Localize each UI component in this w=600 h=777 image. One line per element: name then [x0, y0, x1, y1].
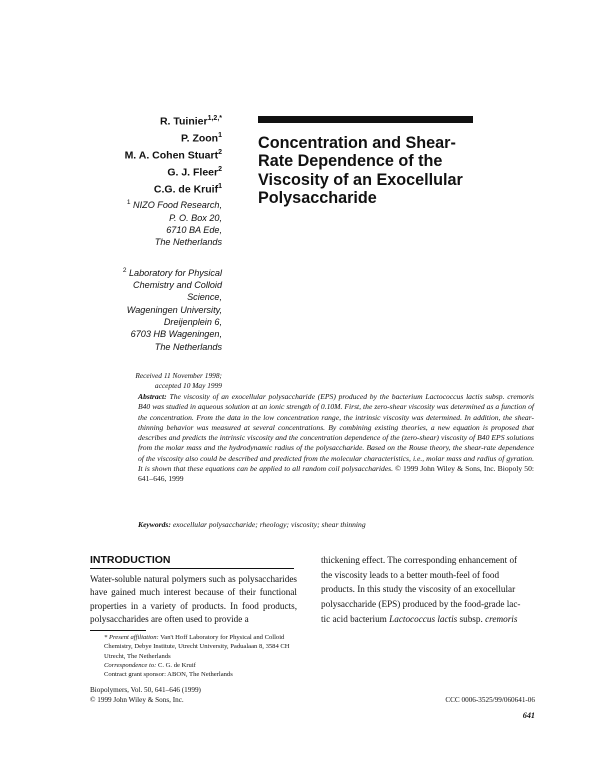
abstract [138, 392, 534, 485]
abstract-text: The viscosity of an exocellular polysaccharide (EPS) produced by the bacterium Lactococcus lactis subsp. cremoris B40 was studied in aqueous solution at an ionic strength of 0.10M. First, the zero-shear viscosity was determined as a function of the concentration. From the data in the low concentration range, the intrinsic viscosity was determined. In addition, the shear-thinning behavior was measured at several concentrations. By combining existing theories, a new equation is proposed that describes and predicts the intrinsic viscosity and the concentration dependence of the (zero-shear) viscosity of B40 EPS solutions from the molar mass and the hydrodynamic radius of the polysaccharide. Based on the Rouse theory, the shear-rate dependence of the viscosity also could be described and predicted from the molecular characteristics, i.e., molar mass and radius of gyration. It is shown that these equations can be applied to all random coil polysaccharides. [138, 392, 534, 474]
affiliation-2: $^2$ Laboratory for Physical Chemistry and Colloid Science, Wageningen University, Dreijenplein 6, 6703 HB Wageningen, The Netherlands [122, 266, 222, 352]
author-name: M. A. Cohen Stuart$^2$ [124, 149, 222, 162]
copyright: © 1999 John Wiley & Sons, Inc. [90, 696, 184, 704]
author-name: C.G. de Kruif$^1$ [153, 183, 222, 196]
section-heading: INTRODUCTION [90, 554, 171, 566]
page-number: 641 [522, 711, 535, 720]
author-name: P. Zoon$^1$ [180, 132, 222, 145]
paper-title: Concentration and Shear- Rate Dependence of the Viscosity of an Exocellular Polysaccharide [258, 134, 463, 208]
keywords [138, 520, 534, 530]
journal-info: Biopolymers, Vol. 50, 641–646 (1999) [90, 686, 201, 694]
section-rule [90, 568, 294, 569]
title-rule [258, 116, 473, 123]
footnote-present-affiliation: * Present affiliation: Van't Hoff Laboratory for Physical and Colloid Chemistry, Debye Institute, Utrecht University, Padualaan 8, 3584 CH Utrecht, The Netherlands [104, 634, 290, 660]
footnote-rule [90, 630, 146, 631]
author-name: G. J. Fleer$^2$ [167, 166, 222, 179]
footnote-grant: Contract grant sponsor: ABON, The Netherlands [104, 671, 233, 679]
footnotes [90, 633, 297, 679]
body-text-column-1: Water-soluble natural polymers such as polysaccharides have gained much interest because of their functional properties in a variety of products. In food products, polysaccharides are often used to provide a [90, 574, 297, 625]
abstract-citation: © 1999 John Wiley & Sons, Inc. Biopoly 50: 641–646, 1999 [138, 464, 534, 484]
keywords-text: exocellular polysaccharide; rheology; viscosity; shear thinning [172, 520, 366, 529]
author-block [70, 112, 222, 391]
affiliation-1: $^1$ NIZO Food Research, P. O. Box 20, 6710 BA Ede, The Netherlands [126, 199, 222, 248]
author-name: R. Tuinier$^{1,2,*}$ [159, 115, 222, 128]
footnote-correspondence: Correspondence to: C. G. de Kruif [104, 661, 196, 669]
abstract-label: Abstract: [138, 392, 167, 401]
ccc-code: CCC 0006-3525/99/060641-06 [445, 696, 535, 704]
received-dates: Received 11 November 1998; accepted 10 May 1999 [135, 370, 222, 390]
keywords-label: Keywords: [138, 520, 171, 529]
body-text-column-2: thickening effect. The corresponding enhancement of the viscosity leads to a better mouth-feel of food products. In this study the viscosity of an exocellular polysaccharide (EPS) produced by the food-grade lac- tic acid bacterium Lactococcus lactis subsp. cremoris [321, 555, 521, 624]
